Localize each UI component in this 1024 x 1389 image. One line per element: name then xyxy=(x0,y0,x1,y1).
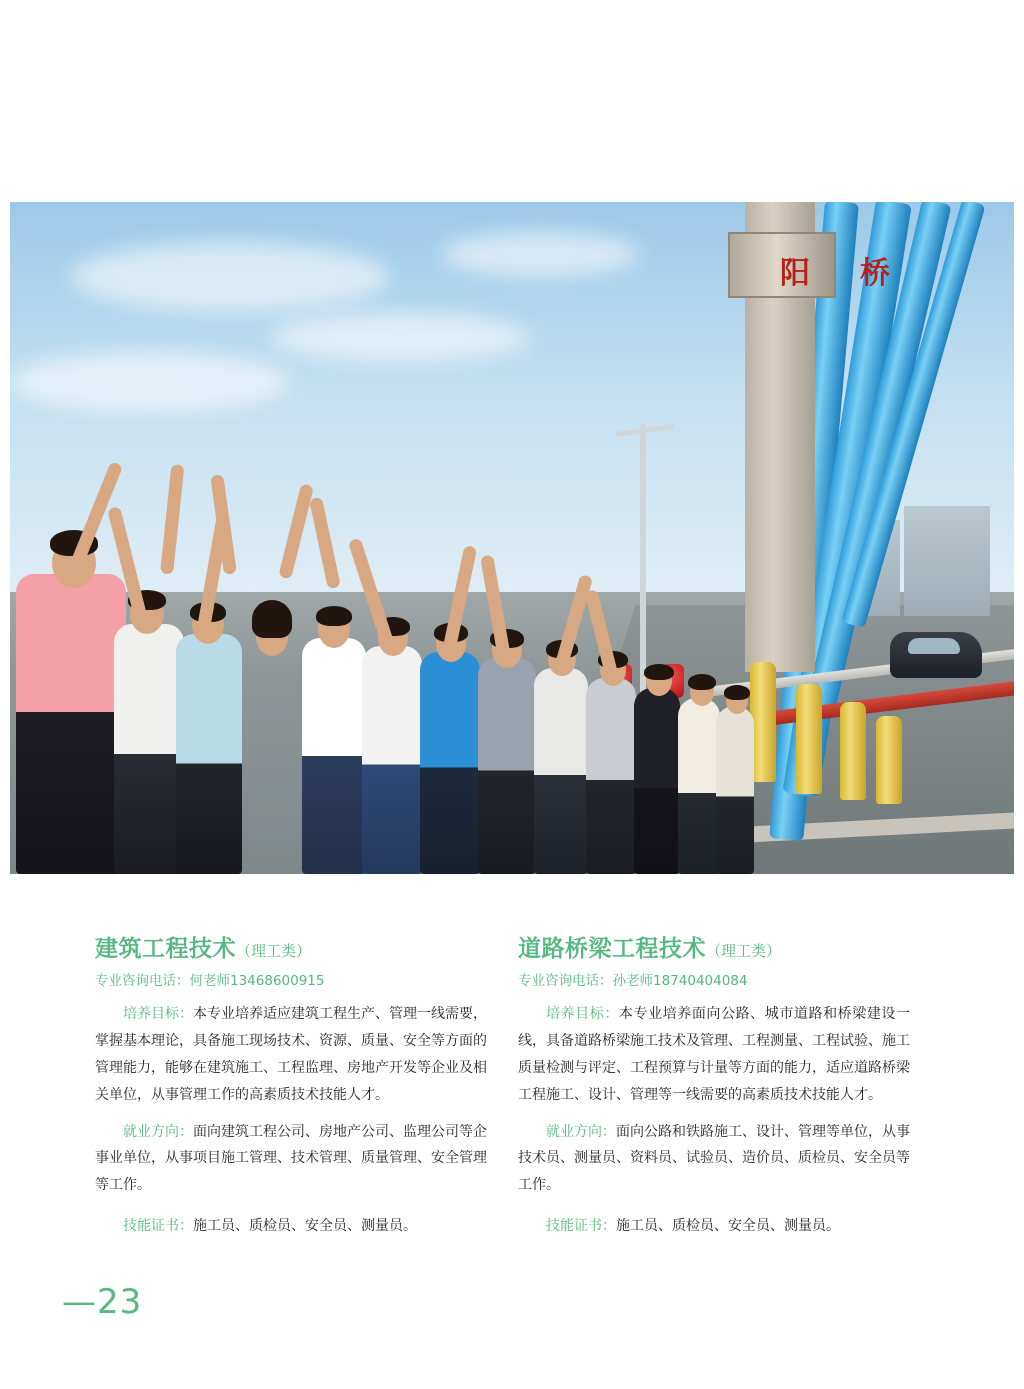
major-title-text: 道路桥梁工程技术 xyxy=(518,936,706,962)
yellow-bollard xyxy=(876,716,902,804)
skill-certificate-text: 施工员、质检员、安全员、测量员。 xyxy=(616,1218,840,1235)
student xyxy=(678,698,720,874)
student xyxy=(362,646,422,874)
training-goal-text: 本专业培养面向公路、城市道路和桥梁建设一线，具备道路桥梁施工技术及管理、工程测量、工程试验、施工质量检测与评定、工程预算与计量等方面的能力，适应道路桥梁工程施工、设计、管理等一线需要的高素质技术技能人才。 xyxy=(518,1006,911,1103)
bridge-sign-char-2: 桥 xyxy=(860,256,890,291)
major-category: （理工类） xyxy=(236,942,312,960)
student xyxy=(478,658,536,874)
bridge-sign-char-1: 阳 xyxy=(780,256,810,291)
training-goal xyxy=(95,1001,487,1109)
bridge-name-plate xyxy=(728,232,890,298)
employment-direction-text: 面向建筑工程公司、房地产公司、监理公司等企事业单位，从事项目施工管理、技术管理、质量管理、安全管理等工作。 xyxy=(95,1123,487,1194)
major-category: （理工类） xyxy=(706,942,782,960)
student-hair xyxy=(316,606,352,626)
training-goal-text: 本专业培养适应建筑工程生产、管理一线需要，掌握基本理论，具备施工现场技术、资源、质量、安全等方面的管理能力，能够在建筑施工、工程监理、房地产开发等企业及相关单位，从事管理工作的高素质技术技能人才。 xyxy=(95,1006,487,1103)
skill-certificate xyxy=(95,1213,487,1240)
student xyxy=(634,688,680,874)
cloud xyxy=(440,232,640,277)
page-number: —23 xyxy=(62,1282,143,1322)
employment-direction-text: 面向公路和铁路施工、设计、管理等单位，从事技术员、测量员、资料员、试验员、造价员、质检员、安全员等工作。 xyxy=(518,1123,910,1194)
student xyxy=(240,646,302,874)
raised-arm xyxy=(278,483,314,579)
student xyxy=(114,624,184,874)
car xyxy=(890,632,982,678)
student xyxy=(176,634,242,874)
skill-certificate-label: 技能证书： xyxy=(546,1218,616,1235)
student xyxy=(302,638,366,874)
student xyxy=(420,652,480,874)
training-goal-label: 培养目标： xyxy=(123,1006,193,1022)
major-title-text: 建筑工程技术 xyxy=(95,936,236,962)
cloud xyxy=(270,312,530,362)
raised-arm xyxy=(480,554,511,659)
consult-phone: 专业咨询电话：何老师13468600915 xyxy=(95,973,325,989)
yellow-bollard xyxy=(796,684,822,794)
student xyxy=(586,678,636,874)
employment-direction-label: 就业方向： xyxy=(546,1123,616,1140)
skill-certificate-label: 技能证书： xyxy=(123,1218,193,1235)
training-goal-label: 培养目标： xyxy=(546,1006,619,1022)
skill-certificate-text: 施工员、质检员、安全员、测量员。 xyxy=(193,1218,417,1235)
major-column-construction xyxy=(95,930,487,1250)
student-hair xyxy=(688,674,716,690)
student-hair xyxy=(252,600,292,638)
major-title xyxy=(95,930,487,963)
employment-direction-label: 就业方向： xyxy=(123,1123,193,1140)
city-building xyxy=(904,506,990,616)
skill-certificate xyxy=(518,1213,910,1240)
student xyxy=(534,668,588,874)
major-column-road-bridge xyxy=(518,930,910,1250)
raised-arm xyxy=(348,537,395,648)
training-goal xyxy=(518,1001,910,1109)
consult-phone: 专业咨询电话：孙老师18740404084 xyxy=(518,973,748,989)
student-hair xyxy=(724,685,750,700)
employment-direction xyxy=(518,1119,910,1200)
cloud xyxy=(70,242,390,312)
student xyxy=(716,706,754,874)
major-title xyxy=(518,930,910,963)
raised-arm xyxy=(160,464,184,575)
raised-arm xyxy=(309,497,341,590)
student-crowd xyxy=(10,374,770,874)
yellow-bollard xyxy=(840,702,866,800)
student-hair xyxy=(644,664,674,680)
bridge-group-photo xyxy=(10,202,1014,874)
student xyxy=(16,574,126,874)
employment-direction xyxy=(95,1119,487,1200)
